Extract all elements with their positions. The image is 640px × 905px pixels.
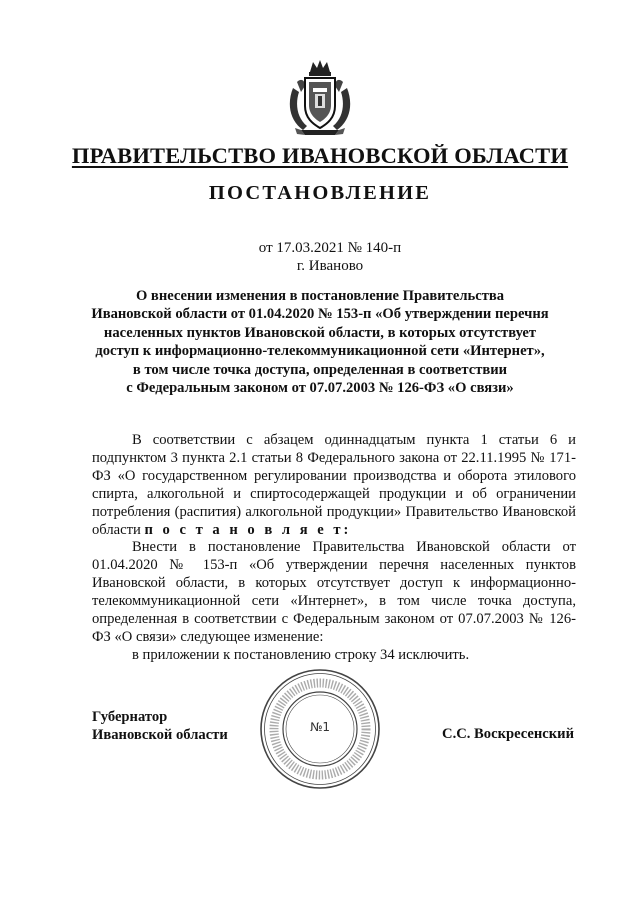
document-type: ПОСТАНОВЛЕНИЕ [208, 182, 432, 204]
title-line: с Федеральным законом от 07.07.2003 № 126-ФЗ «О связи» [126, 380, 514, 397]
title-line: в том числе точка доступа, определенная в соответствии [132, 361, 508, 378]
body-paragraph: в приложении к постановлению строку 34 исключить. [132, 646, 470, 663]
body-paragraph [92, 432, 576, 539]
body-paragraph: Внести в постановление Правительства Ивановской области от 01.04.2020 № 153-п «Об утверждении перечня населенных пунктов Ивановской области, в которых отсутствует доступ к информационно-телекоммуникационной сети «Интернет», в том числе точка доступа, определенная в соответствии с Федеральным законом от 07.07.2003 № 126-ФЗ «О связи» следующее изменение: [92, 539, 576, 645]
document-title [60, 287, 580, 397]
position-line: Губернатор [92, 709, 168, 725]
decree-word: п о с т а н о в л я е т: [144, 521, 352, 538]
document-body [92, 432, 576, 665]
coat-of-arms-icon [283, 58, 357, 138]
title-line: О внесении изменения в постановление Правительства [135, 288, 505, 304]
signatory-position [92, 708, 228, 744]
official-stamp [258, 667, 382, 791]
title-line: населенных пунктов Ивановской области, в которых отсутствует [103, 324, 537, 341]
organization-name [0, 143, 640, 169]
title-line: Ивановской области от 01.04.2020 № 153-п «Об утверждении перечня [91, 306, 549, 323]
document-date-number: от 17.03.2021 № 140-п [258, 240, 402, 256]
title-line: доступ к информационно-телекоммуникационной сети «Интернет», [95, 343, 545, 360]
stamp-number: №1 [309, 720, 331, 734]
document-city: г. Иваново [296, 258, 364, 274]
position-line: Ивановской области [92, 727, 228, 743]
organization-name-text: ПРАВИТЕЛЬСТВО ИВАНОВСКОЙ ОБЛАСТИ [71, 143, 569, 168]
signatory-name: С.С. Воскресенский [442, 726, 574, 742]
paragraph-text: В соответствии с абзацем одиннадцатым пункта 1 статьи 6 и подпунктом 3 пункта 2.1 статьи 8 Федерального закона от 22.11.1995 № 171-ФЗ «О государственном регулировании производства и оборота этилового спирта, алкогольной и спиртосодержащей продукции и об ограничении потребления (распития) алкогольной продукции» Правительство Ивановской области [92, 432, 576, 538]
